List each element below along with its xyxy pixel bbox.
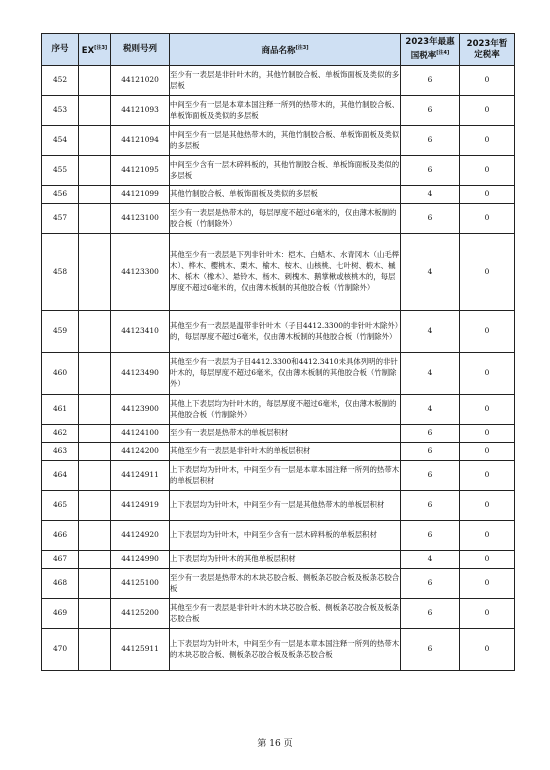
ex-note: [注3]: [94, 44, 108, 51]
table-row: [42, 66, 515, 96]
cell-description: 中间至少有一层是其他热带木的，其他竹制胶合板、单板饰面板及类似的多层板: [170, 126, 401, 156]
cell-ex: [79, 521, 111, 551]
cell-provisional-rate: 0: [460, 629, 515, 671]
cell-code: 44121099: [111, 186, 170, 204]
cell-seq: 468: [42, 569, 79, 599]
col-header-provisional-rate: 2023年暂 定税率: [460, 34, 515, 66]
cell-provisional-rate: 0: [460, 234, 515, 311]
col-header-seq: 序号: [42, 34, 79, 66]
cell-ex: [79, 126, 111, 156]
cell-seq: 454: [42, 126, 79, 156]
table-row: [42, 234, 515, 311]
cell-description: 上下表层均为针叶木，中间至少有一层是其他热带木的单板层积材: [170, 491, 401, 521]
cell-seq: 467: [42, 551, 79, 569]
cell-provisional-rate: 0: [460, 311, 515, 353]
cell-code: 44123300: [111, 234, 170, 311]
cell-ex: [79, 551, 111, 569]
cell-description: 中间至少含有一层木碎料板的，其他竹制胶合板、单板饰面板及类似的多层板: [170, 156, 401, 186]
cell-provisional-rate: 0: [460, 66, 515, 96]
cell-code: 44123490: [111, 353, 170, 395]
cell-ex: [79, 629, 111, 671]
cell-ex: [79, 569, 111, 599]
cell-ex: [79, 491, 111, 521]
table-row: [42, 461, 515, 491]
cell-provisional-rate: 0: [460, 599, 515, 629]
cell-code: 44125200: [111, 599, 170, 629]
table-row: [42, 521, 515, 551]
cell-seq: 462: [42, 425, 79, 443]
table-row: [42, 551, 515, 569]
cell-mfn-rate: 6: [401, 96, 460, 126]
col-header-name: 商品名称[注3]: [170, 34, 401, 66]
cell-mfn-rate: 4: [401, 186, 460, 204]
cell-code: 44123100: [111, 204, 170, 234]
name-note: [注3]: [295, 44, 309, 51]
cell-mfn-rate: 6: [401, 425, 460, 443]
cell-seq: 461: [42, 395, 79, 425]
cell-seq: 460: [42, 353, 79, 395]
cell-mfn-rate: 6: [401, 521, 460, 551]
cell-description: 其他至少有一表层是下列非针叶木：桤木、白蜡木、水青冈木（山毛榉木）、桦木、樱桃木、栗木、榆木、桉木、山核桃、七叶树、椴木、槭木、栎木（橡木）、悬铃木、杨木、刺槐木、鹅掌楸或核桃木的，每层厚度不超过6毫米的，仅由薄木板制的其他胶合板（竹制除外）: [170, 234, 401, 311]
cell-code: 44124100: [111, 425, 170, 443]
cell-provisional-rate: 0: [460, 569, 515, 599]
cell-provisional-rate: 0: [460, 96, 515, 126]
cell-code: 44121094: [111, 126, 170, 156]
cell-code: 44124990: [111, 551, 170, 569]
mfn-note: [注4]: [436, 50, 450, 57]
cell-ex: [79, 395, 111, 425]
cell-seq: 464: [42, 461, 79, 491]
cell-seq: 459: [42, 311, 79, 353]
table-row: [42, 599, 515, 629]
cell-seq: 456: [42, 186, 79, 204]
cell-ex: [79, 311, 111, 353]
table-body: [42, 66, 515, 671]
cell-description: 其他至少有一表层是非针叶木的木块芯胶合板、侧板条芯胶合板及板条芯胶合板: [170, 599, 401, 629]
cell-code: 44124200: [111, 443, 170, 461]
cell-ex: [79, 204, 111, 234]
cell-ex: [79, 353, 111, 395]
cell-description: 上下表层均为针叶木，中间至少含有一层木碎料板的单板层积材: [170, 521, 401, 551]
col-header-mfn-rate: 2023年最惠 国税率[注4]: [401, 34, 460, 66]
table-row: [42, 126, 515, 156]
cell-code: 44123410: [111, 311, 170, 353]
cell-mfn-rate: 6: [401, 461, 460, 491]
col-header-ex: EX[注3]: [79, 34, 111, 66]
cell-code: 44125100: [111, 569, 170, 599]
cell-mfn-rate: 4: [401, 311, 460, 353]
cell-seq: 469: [42, 599, 79, 629]
cell-seq: 470: [42, 629, 79, 671]
cell-ex: [79, 96, 111, 126]
cell-description: 其他至少有一表层是温带非针叶木（子目4412.3300的非针叶木除外）的，每层厚度不超过6毫米，仅由薄木板制的其他胶合板（竹制除外）: [170, 311, 401, 353]
cell-mfn-rate: 4: [401, 551, 460, 569]
cell-ex: [79, 234, 111, 311]
cell-code: 44123900: [111, 395, 170, 425]
cell-description: 至少有一表层是非针叶木的，其他竹制胶合板、单板饰面板及类似的多层板: [170, 66, 401, 96]
cell-description: 至少有一表层是热带木的，每层厚度不超过6毫米的，仅由薄木板制的胶合板（竹制除外）: [170, 204, 401, 234]
cell-provisional-rate: 0: [460, 353, 515, 395]
cell-ex: [79, 186, 111, 204]
cell-code: 44124911: [111, 461, 170, 491]
cell-seq: 453: [42, 96, 79, 126]
cell-seq: 452: [42, 66, 79, 96]
table-row: [42, 395, 515, 425]
cell-code: 44121095: [111, 156, 170, 186]
cell-ex: [79, 461, 111, 491]
cell-code: 44125911: [111, 629, 170, 671]
table-row: [42, 311, 515, 353]
cell-ex: [79, 599, 111, 629]
cell-provisional-rate: 0: [460, 204, 515, 234]
table-header-row: [42, 34, 515, 66]
cell-mfn-rate: 6: [401, 443, 460, 461]
cell-code: 44121020: [111, 66, 170, 96]
cell-provisional-rate: 0: [460, 186, 515, 204]
cell-provisional-rate: 0: [460, 443, 515, 461]
table-row: [42, 425, 515, 443]
cell-description: 其他至少有一表层是非针叶木的单板层积材: [170, 443, 401, 461]
page-number: 第 16 页: [257, 739, 293, 749]
cell-description: 其他至少有一表层为子目4412.3300和4412.3410未具体列明的非针叶木的，每层厚度不超过6毫米，仅由薄木板制的其他胶合板（竹制除外）: [170, 353, 401, 395]
cell-mfn-rate: 6: [401, 569, 460, 599]
cell-provisional-rate: 0: [460, 395, 515, 425]
table-row: [42, 353, 515, 395]
cell-provisional-rate: 0: [460, 551, 515, 569]
cell-description: 至少有一表层是热带木的单板层积材: [170, 425, 401, 443]
table-row: [42, 629, 515, 671]
cell-description: 上下表层均为针叶木，中间至少有一层是本章本国注释一所列的热带木的单板层积材: [170, 461, 401, 491]
cell-description: 其他竹制胶合板、单板饰面板及类似的多层板: [170, 186, 401, 204]
col-header-code: 税则号列: [111, 34, 170, 66]
cell-description: 上下表层均为针叶木的其他单板层积材: [170, 551, 401, 569]
cell-description: 其他上下表层均为针叶木的，每层厚度不超过6毫米，仅由薄木板制的其他胶合板（竹制除外）: [170, 395, 401, 425]
cell-seq: 455: [42, 156, 79, 186]
cell-description: 上下表层均为针叶木，中间至少有一层是本章本国注释一所列的热带木的木块芯胶合板、侧板条芯胶合板及板条芯胶合板: [170, 629, 401, 671]
cell-mfn-rate: 6: [401, 629, 460, 671]
cell-description: 至少有一表层是热带木的木块芯胶合板、侧板条芯胶合板及板条芯胶合板: [170, 569, 401, 599]
cell-code: 44124920: [111, 521, 170, 551]
cell-provisional-rate: 0: [460, 126, 515, 156]
cell-ex: [79, 66, 111, 96]
cell-code: 44121093: [111, 96, 170, 126]
table-row: [42, 569, 515, 599]
cell-mfn-rate: 6: [401, 66, 460, 96]
table-row: [42, 156, 515, 186]
cell-code: 44124919: [111, 491, 170, 521]
cell-ex: [79, 425, 111, 443]
cell-mfn-rate: 6: [401, 204, 460, 234]
tariff-table: [41, 33, 515, 671]
cell-ex: [79, 443, 111, 461]
cell-description: 中间至少有一层是本章本国注释一所列的热带木的，其他竹制胶合板、单板饰面板及类似的多层板: [170, 96, 401, 126]
cell-ex: [79, 156, 111, 186]
table-row: [42, 443, 515, 461]
cell-mfn-rate: 4: [401, 353, 460, 395]
cell-seq: 458: [42, 234, 79, 311]
table-row: [42, 491, 515, 521]
cell-provisional-rate: 0: [460, 461, 515, 491]
cell-mfn-rate: 4: [401, 234, 460, 311]
cell-seq: 466: [42, 521, 79, 551]
cell-provisional-rate: 0: [460, 521, 515, 551]
cell-mfn-rate: 6: [401, 126, 460, 156]
table-row: [42, 96, 515, 126]
cell-provisional-rate: 0: [460, 425, 515, 443]
table-row: [42, 186, 515, 204]
cell-seq: 463: [42, 443, 79, 461]
cell-mfn-rate: 6: [401, 599, 460, 629]
table-row: [42, 204, 515, 234]
cell-provisional-rate: 0: [460, 156, 515, 186]
cell-seq: 465: [42, 491, 79, 521]
cell-mfn-rate: 4: [401, 395, 460, 425]
cell-provisional-rate: 0: [460, 491, 515, 521]
cell-mfn-rate: 6: [401, 491, 460, 521]
cell-seq: 457: [42, 204, 79, 234]
cell-mfn-rate: 6: [401, 156, 460, 186]
